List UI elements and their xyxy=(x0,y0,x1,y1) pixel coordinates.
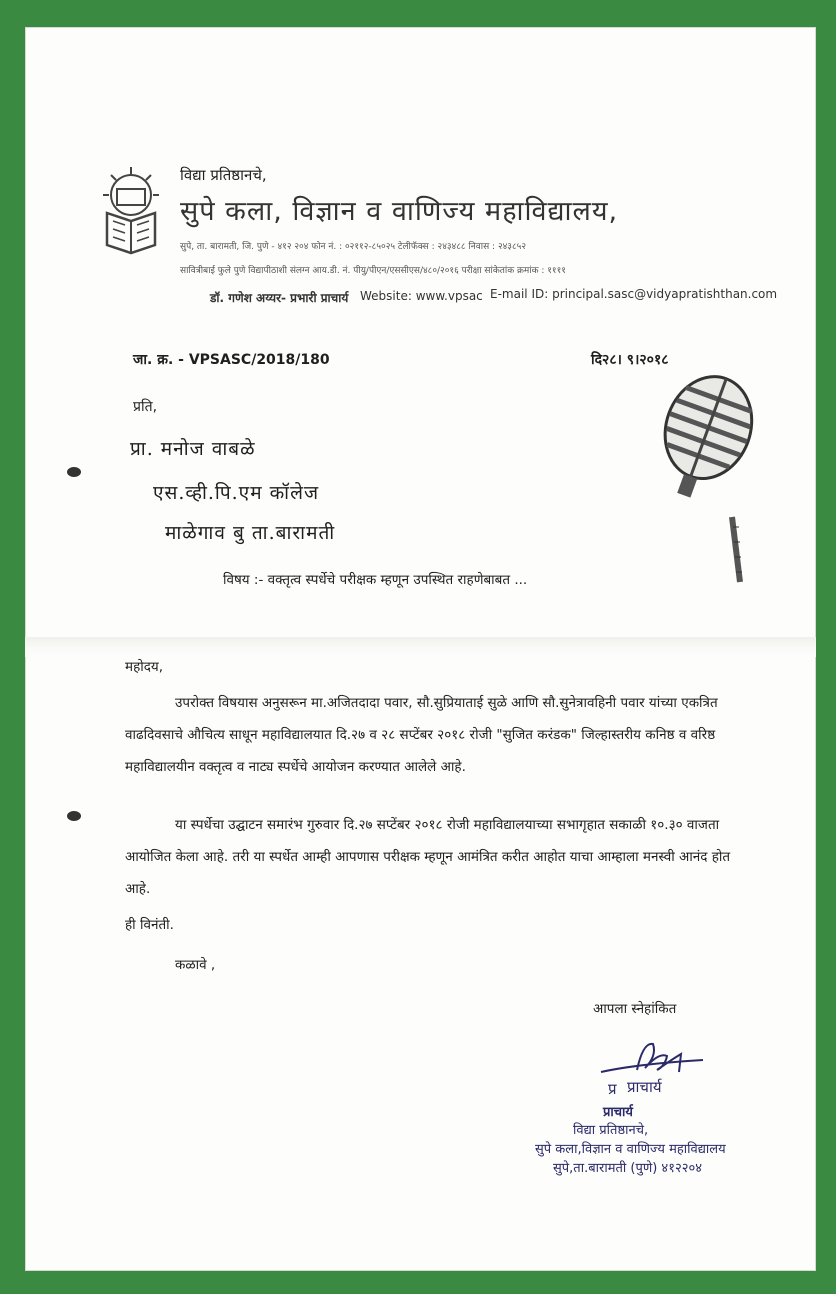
recipient-college: एस.व्ही.पि.एम कॉलेज xyxy=(153,482,320,504)
recipient-name: प्रा. मनोज वाबळे xyxy=(130,438,256,460)
closing-line: कळावे , xyxy=(175,957,216,973)
stamp-line-1: विद्या प्रतिष्ठानचे, xyxy=(573,1123,649,1138)
microphone-icon xyxy=(640,367,770,587)
paragraph-2: या स्पर्धेचा उद्घाटन समारंभ गुरुवार दि.२७ सप्टेंबर २०१८ रोजी महाविद्यालयाच्या सभागृहात सकाळी १०.३० वाजता आयोजित केला आहे. तरी या स्पर्धेत आम्ही आपणास परीक्षक म्हणून आमंत्रित करीत आहोत याचा आम्हाला मनस्वी आनंद होत आहे. xyxy=(125,817,731,897)
affiliation-line: सावित्रीबाई फुले पुणे विद्यापीठाशी संलग्न आय.डी. नं. पीयु/पीएन/एससीएस/४८०/२०१६ परीक्षा सांकेतांक क्रमांक : ११११ xyxy=(180,266,566,276)
request-line: ही विनंती. xyxy=(125,917,174,933)
trust-name: विद्या प्रतिष्ठानचे, xyxy=(180,166,267,184)
signature-title: प्राचार्य xyxy=(627,1078,662,1096)
reference-number: जा. क्र. - VPSASC/2018/180 xyxy=(133,352,330,368)
college-logo-icon xyxy=(99,165,163,257)
signature-icon xyxy=(597,1032,707,1082)
email-label: E-mail ID: principal.sasc@vidyapratishthan.com xyxy=(490,287,778,301)
punch-mark xyxy=(67,811,81,821)
stamp-title: प्राचार्य xyxy=(603,1105,633,1120)
college-name: सुपे कला, विज्ञान व वाणिज्य महाविद्यालय, xyxy=(180,196,619,227)
salutation: महोदय, xyxy=(125,659,164,675)
handwritten-prefix: प्र xyxy=(608,1080,617,1098)
page-border xyxy=(10,10,826,1284)
paper-fold xyxy=(25,637,816,657)
recipient-address: माळेगाव बु ता.बारामती xyxy=(165,522,336,544)
stamp-line-2: सुपे कला,विज्ञान व वाणिज्य महाविद्यालय xyxy=(535,1142,726,1157)
letter-date: दि२८। ९।२०१८ xyxy=(591,352,669,368)
subject-line: विषय :- वक्तृत्व स्पर्धेचे परीक्षक म्हणून उपस्थित राहणेबाबत ... xyxy=(223,572,528,588)
address-line: सुपे, ता. बारामती, जि. पुणे - ४१२ २०४ फोन नं. : ०२११२-८५०२५ टेलीफॅक्स : २४३४८८ निवास : २४३८५२ xyxy=(180,242,527,252)
punch-mark xyxy=(67,467,81,477)
paragraph-1: उपरोक्त विषयास अनुसरून मा.अजितदादा पवार, सौ.सुप्रियाताई सुळे आणि सौ.सुनेत्रावहिनी पवार यांच्या एकत्रित वाढदिवसाचे औचित्य साधून महाविद्यालयात दि.२७ व २८ सप्टेंबर २०१८ रोजी "सुजित करंडक" जिल्हास्तरीय कनिष्ठ व वरिष्ठ महाविद्यालयीन वक्तृत्व व नाट्य स्पर्धेचे आयोजन करण्यात आलेले आहे. xyxy=(125,695,718,775)
to-label: प्रति, xyxy=(133,399,158,415)
letter-sheet xyxy=(25,27,816,1271)
regards-line: आपला स्नेहांकित xyxy=(593,1001,677,1017)
stamp-line-3: सुपे,ता.बारामती (पुणे) ४१२२०४ xyxy=(553,1161,702,1176)
principal-label: डॉ. गणेश अय्यर- प्रभारी प्राचार्य xyxy=(210,291,349,305)
website-label: Website: www.vpsac xyxy=(360,289,483,303)
